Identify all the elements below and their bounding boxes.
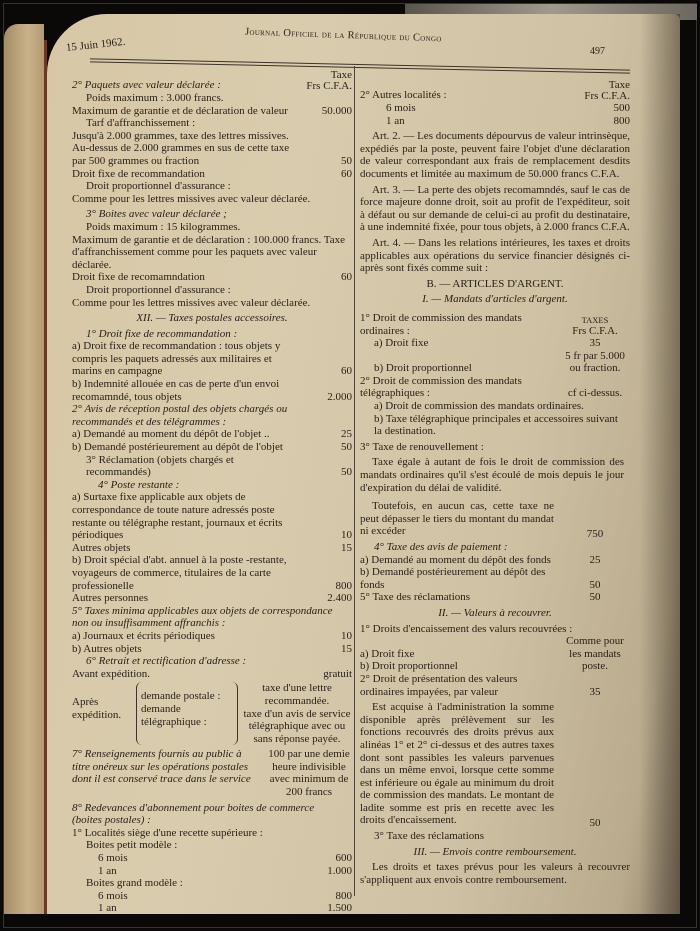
remboursement-text: Les droits et taxes prévus pour les valeurs à recouvrer s'appliquent aux envois contre remboursement. xyxy=(360,861,630,886)
value-row: Droit fixe de recomamndation 60 xyxy=(72,271,352,284)
text-line: Taxe égale à autant de fois le droit de commission des mandats ordinaires qu'il s'est écoulé de mois depuis le jour d'expiration du délai de validité. xyxy=(360,456,624,494)
subsection-heading: 6° Retrait et rectification d'adresse : xyxy=(86,655,247,668)
value-row: 3° Réclamation (objets chargés et recommandés) 50 xyxy=(86,453,352,479)
subsection-heading: 3° Taxe de renouvellement : xyxy=(360,440,484,453)
currency-header: Frs C.F.A. xyxy=(306,80,352,92)
value-row: 6 mois 800 xyxy=(98,889,352,902)
issue-date: 15 Juin 1962. xyxy=(65,35,126,54)
subsection-heading: 1° Droit fixe de recommandation : xyxy=(86,327,238,340)
value-row: 1 an 1.000 xyxy=(98,864,352,877)
section-heading-iii: III. — Envois contre remboursement. xyxy=(413,845,577,858)
text-line: Boites grand modèle : xyxy=(86,877,183,890)
section-heading-b: B. — ARTICLES D'ARGENT. xyxy=(426,277,564,290)
text-line: Poids maximum : 15 kilogrammes. xyxy=(86,220,241,233)
text-line: Boites petit modèle : xyxy=(86,839,178,852)
value-row: a) Surtaxe fixe applicable aux objets de correspondance de toute nature adressés poste restante ou télégraphe restant, journaux et écrits périodiques 10 xyxy=(72,491,352,542)
left-column xyxy=(72,70,352,915)
text-line: Comme pour les lettres missives avec valeur déclarée. xyxy=(72,296,311,309)
value-row: Au-dessus de 2.000 grammes en sus de cette taxe par 500 grammes ou fraction 50 xyxy=(72,142,352,167)
renseignements-row: 7° Renseignements fournis au public à titre onéreux sur les opérations postales dont il est conservé trace dans le service 100 par une demie heure indivisible avec minimum de 200 francs xyxy=(72,748,350,799)
text-line: 3° Taxe des réclamations xyxy=(374,830,485,843)
column-divider xyxy=(354,66,355,896)
request-types: demande postale : demande télégraphique : xyxy=(136,682,238,745)
text-line: Droit proportionnel d'assurance : xyxy=(86,283,231,296)
text-line: Droit proportionnel d'assurance : xyxy=(86,180,231,193)
apres-label: Après expédition. xyxy=(72,696,122,721)
text-line: 1° Localités siège d'une recette supérieure : xyxy=(72,826,263,839)
value-row: 2° Droit de commission des mandats télégraphiques : cf ci-dessus. xyxy=(360,374,623,400)
article-3: Art. 3. — La perte des objets recomamndés, sauf le cas de force majeure donne droit, soit au profit de l'expéditeur, soit à défaut ou sur demande de celui-ci au profit du destinataire, à une indemnité fixée, pour tous objets, à 2.000 francs C.F.A. xyxy=(360,183,630,234)
tax-header: Taxe xyxy=(608,79,630,91)
value-row: a) Demandé au moment du dépôt des fonds 25 xyxy=(360,553,601,566)
text-line: b) Taxe télégraphique principales et accessoires suivant la destination. xyxy=(374,412,618,438)
telegram-tax: taxe d'un avis de service télégraphique avec ou sans réponse payée. xyxy=(243,707,351,745)
value-row: 2° Droit de présentation des valeurs ordinaires impayées, par valeur 35 xyxy=(360,672,601,698)
value-row: b) Droit proportionnel 5 fr par 5.000 ou fraction. xyxy=(374,349,625,375)
article-4: Art. 4. — Dans les relations intérieures, les taxes et droits applicables aux opérations du service financier désignés ci-après sont fixés comme suit : xyxy=(360,236,630,275)
page-header xyxy=(60,22,620,62)
text-line: Tarf d'affranchissement : xyxy=(86,117,196,130)
value-row: Avant expédition. gratuit xyxy=(72,667,352,680)
section-heading-xii: XII. — Taxes postales accessoires. xyxy=(136,312,288,325)
subsection-heading: 4° Poste restante : xyxy=(98,478,180,491)
value-row: a) Droit fixe 35 xyxy=(374,337,601,350)
value-row: a) Droit fixe b) Droit proportionnel Comme pour les mandats poste. xyxy=(360,635,624,673)
value-row: a) Droit fixe de recommandation : tous objets y compris les paquets adressés aux militaires et marins en campagne 60 xyxy=(72,340,352,378)
subsection-heading: 8° Redevances d'abonnement pour boites de commerce (boites postales) : xyxy=(72,801,315,827)
section-heading-ii: II. — Valeurs à recouvrer. xyxy=(438,606,552,619)
article-2: Art. 2. — Les documents dépourvus de valeur intrinsèque, expédiés par la poste, peuvent faire l'objet d'une déclaration de valeur correspondant aux frais de remplacement desdits documents et limitée au maximum de 50.000 francs C.F.A. xyxy=(360,130,630,180)
address-change-table xyxy=(72,682,352,745)
value-row: b) Droit spécial d'abt. annuel à la poste -restante, voyageurs de commerce, titulaires de la carte professionelle 800 xyxy=(72,554,352,592)
text-line: a) Droit de commission des mandats ordinaires. xyxy=(374,400,584,413)
text-line: Jusqu'à 2.000 grammes, taxe des lettres missives. xyxy=(72,129,289,142)
right-column xyxy=(360,80,630,889)
value-row: a) Demandé au moment du dépôt de l'objet .. 25 xyxy=(72,428,352,441)
value-row: b) Demandé postérieurement au dépôt de l'objet 50 xyxy=(72,441,352,454)
text-line: Comme pour les lettres missives avec valeur déclarée. xyxy=(72,192,311,205)
value-row: Autres personnes 2.400 xyxy=(72,592,352,605)
value-row: a) Journaux et écrits périodiques 10 xyxy=(72,629,352,642)
value-row: 1 an 1.500 xyxy=(98,902,352,915)
value-row: b) Demandé postérieurement au dépôt des fonds 50 xyxy=(360,566,601,591)
taxes-header: TAXES xyxy=(581,315,609,326)
subsection-heading: 1° Droits d'encaissement des valurs recouvrées : xyxy=(360,622,573,635)
letter-tax: taxe d'une lettre recommandée. xyxy=(262,682,332,707)
subsection-heading: 2° Autres localités : Taxe Frs C.F.A. xyxy=(360,79,630,102)
commission-heading: 1° Droit de commission des mandats ordinaires : TAXES Frs C.F.A. xyxy=(360,311,618,338)
value-row: Autres objets 15 xyxy=(72,541,352,554)
value-row: b) Autres objets 15 xyxy=(72,642,352,655)
page-number: 497 xyxy=(590,46,605,57)
value-row: 6 mois 500 xyxy=(386,102,630,114)
currency-header: Frs C.F.A. xyxy=(572,325,618,338)
value-row: b) Indemnité allouée en cas de perte d'un envoi recomamndé, tous objets 2.000 xyxy=(72,378,352,403)
value-row: 5° Taxe des réclamations 50 xyxy=(360,591,601,604)
value-row: Est acquise à l'administration la somme disponible après prélèvement sur les fonctions recouvrés des droits prévus aux alinéas 1° et 2° ci-dessus et des autres taxes dont sont passibles les valeurs parvenues dans un même envoi, lorsque cette somme est inférieure ou égale au minimum du droit de commission des mandats. Le montant de ladite somme est pris en recette avec les droits d'encaissement. 50 xyxy=(360,701,601,830)
journal-title: Journal Officiel de la République du Congo xyxy=(244,26,442,45)
value-row: Maximum de garantie et de déclaration de valeur 50.000 xyxy=(72,104,352,117)
text-line: Maximum de garantie et de déclaration : 100.000 francs. Taxe d'affranchissement comme pour les paquets avec valeur déclarée. xyxy=(72,233,346,271)
tax-header: Taxe xyxy=(330,69,352,81)
value-row: 1 an 800 xyxy=(386,114,630,127)
subsection-heading: 2° Avis de réception postal des objets chargés ou recommandés et des télégrammes : xyxy=(72,403,288,428)
currency-header: Frs C.F.A. xyxy=(584,90,630,102)
boites-heading: 3° Boites avec valeur déclarée ; xyxy=(86,208,227,221)
subsection-heading: 5° Taxes minima applicables aux objets de correspondance non ou insuffisamment affranchis : xyxy=(72,604,333,630)
paquets-heading: 2° Paquets avec valeur déclarée : Taxe Frs C.F.A. xyxy=(72,69,352,92)
subsection-heading: 4° Taxe des avis de paiement : xyxy=(374,541,508,553)
section-heading-i: I. — Mandats d'articles d'argent. xyxy=(422,293,568,306)
page-curve-shadow xyxy=(640,14,680,914)
text-line: Poids maximum : 3.000 francs. xyxy=(86,92,224,104)
value-row: Droit fixe de recommandation 60 xyxy=(72,167,352,180)
previous-page-edge xyxy=(4,24,44,914)
value-row: Toutefois, en aucun cas, cette taxe ne peut dépasser le tiers du montant du mandat ni excéder 750 xyxy=(360,500,604,541)
value-row: 6 mois 600 xyxy=(98,852,352,865)
